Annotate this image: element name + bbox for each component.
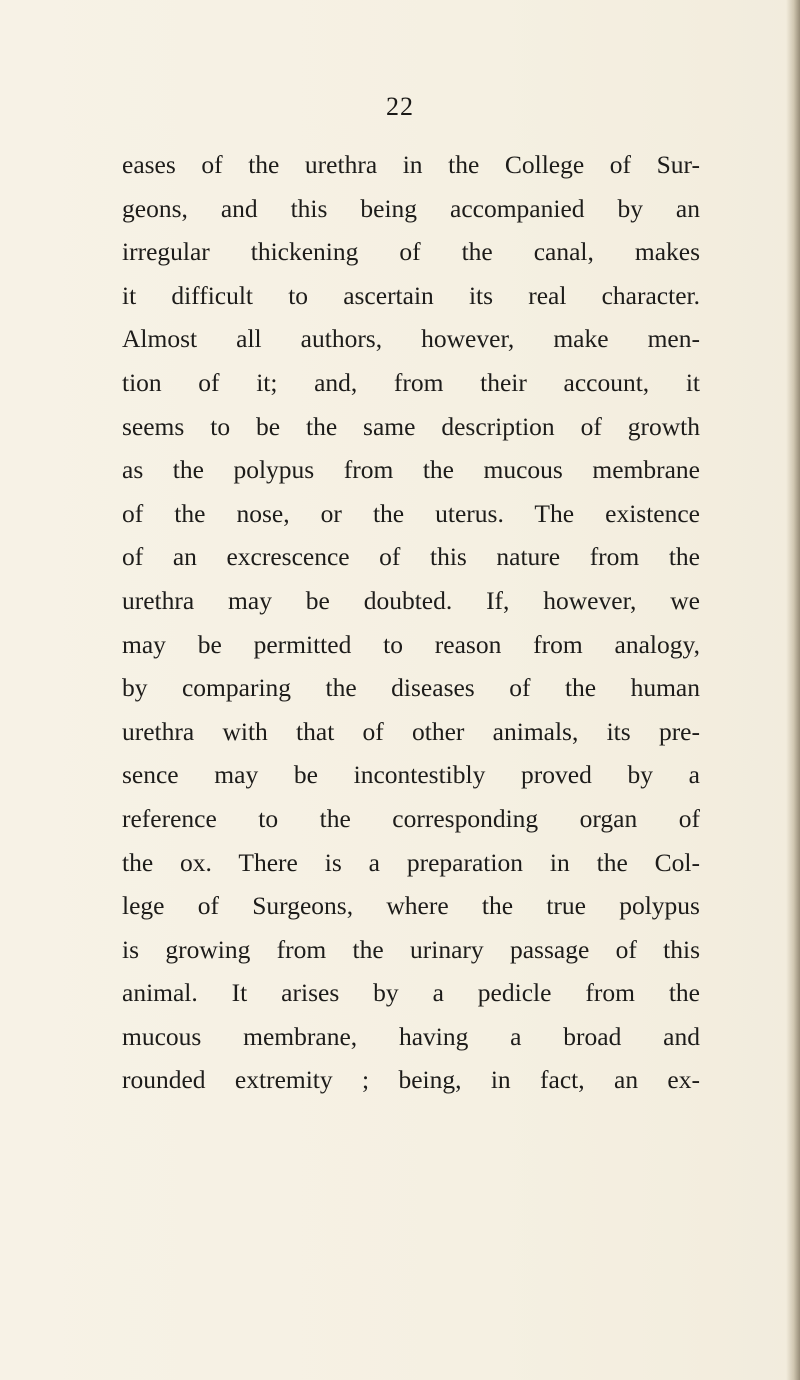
text-line: geons, and this being accompanied by an (122, 193, 700, 223)
text-line: sence may be incontestibly proved by a (122, 760, 700, 790)
text-line: urethra with that of other animals, its pre- (122, 716, 700, 746)
text-line: as the polypus from the mucous membrane (122, 455, 700, 485)
text-line: rounded extremity ; being, in fact, an ex- (122, 1065, 700, 1095)
text-line: animal. It arises by a pedicle from the (122, 978, 700, 1008)
text-line: eases of the urethra in the College of Sur- (122, 150, 700, 179)
text-line: of the nose, or the uterus. The existence (122, 498, 700, 528)
text-line: reference to the corresponding organ of (122, 803, 700, 833)
text-line: the ox. There is a preparation in the Col- (122, 847, 700, 877)
text-line: Almost all authors, however, make men- (122, 324, 700, 354)
text-line: urethra may be doubted. If, however, we (122, 585, 700, 615)
text-line: mucous membrane, having a broad and (122, 1021, 700, 1051)
page-number: 22 (386, 92, 414, 121)
text-line: seems to be the same description of growth (122, 411, 700, 441)
text-line: by comparing the diseases of the human (122, 673, 700, 703)
text-line: is growing from the urinary passage of this (122, 934, 700, 964)
page-edge-shadow (786, 0, 800, 1380)
text-line: irregular thickening of the canal, makes (122, 237, 700, 267)
text-line: of an excrescence of this nature from the (122, 542, 700, 572)
text-line: lege of Surgeons, where the true polypus (122, 891, 700, 921)
body-text (122, 143, 700, 1102)
text-line: it difficult to ascertain its real character. (122, 280, 700, 310)
text-line: tion of it; and, from their account, it (122, 367, 700, 397)
text-line: may be permitted to reason from analogy, (122, 629, 700, 659)
